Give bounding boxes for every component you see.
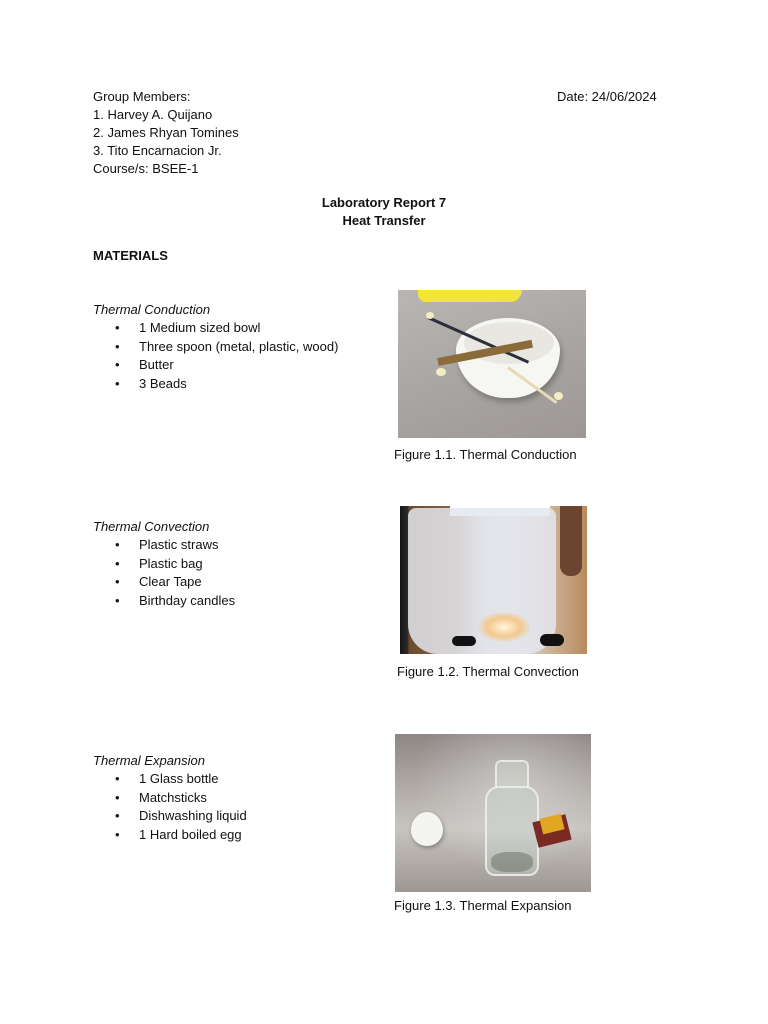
member-3: 3. Tito Encarnacion Jr.: [93, 143, 222, 158]
section-title: Thermal Conduction: [93, 302, 211, 317]
report-title-line2: Heat Transfer: [342, 213, 426, 228]
section-thermal-convection: [93, 518, 235, 610]
report-date: Date: 24/06/2024: [557, 89, 657, 104]
list-item: • 1 Hard boiled egg: [93, 826, 247, 845]
list-item: • 1 Medium sized bowl: [93, 319, 338, 338]
figure-1-3-caption: Figure 1.3. Thermal Expansion: [394, 898, 572, 913]
section-title: Thermal Expansion: [93, 753, 205, 768]
list-item: • Plastic straws: [93, 536, 235, 555]
figure-1-3-photo: [395, 734, 591, 892]
list-item: • 1 Glass bottle: [93, 770, 247, 789]
list-item: • 3 Beads: [93, 375, 338, 394]
group-members-block: [93, 88, 239, 178]
list-item: • Matchsticks: [93, 789, 247, 808]
list-item: • Plastic bag: [93, 555, 235, 574]
figure-1-1-caption: Figure 1.1. Thermal Conduction: [394, 447, 577, 462]
list-item: • Birthday candles: [93, 592, 235, 611]
course-line: Course/s: BSEE-1: [93, 161, 199, 176]
figure-1-1-photo: [398, 290, 586, 438]
section-thermal-expansion: [93, 752, 247, 844]
report-title: [0, 194, 768, 230]
report-title-line1: Laboratory Report 7: [321, 195, 447, 210]
list-item: • Butter: [93, 356, 338, 375]
group-members-label: Group Members:: [93, 89, 191, 104]
member-2: 2. James Rhyan Tomines: [93, 125, 239, 140]
materials-list: [93, 319, 338, 393]
materials-list: [93, 536, 235, 610]
materials-heading: MATERIALS: [93, 248, 168, 263]
section-title: Thermal Convection: [93, 519, 210, 534]
materials-list: [93, 770, 247, 844]
member-1: 1. Harvey A. Quijano: [93, 107, 213, 122]
section-thermal-conduction: [93, 301, 338, 393]
figure-1-2-photo: [400, 506, 587, 654]
list-item: • Clear Tape: [93, 573, 235, 592]
figure-1-2-caption: Figure 1.2. Thermal Convection: [397, 664, 579, 679]
list-item: • Three spoon (metal, plastic, wood): [93, 338, 338, 357]
list-item: • Dishwashing liquid: [93, 807, 247, 826]
